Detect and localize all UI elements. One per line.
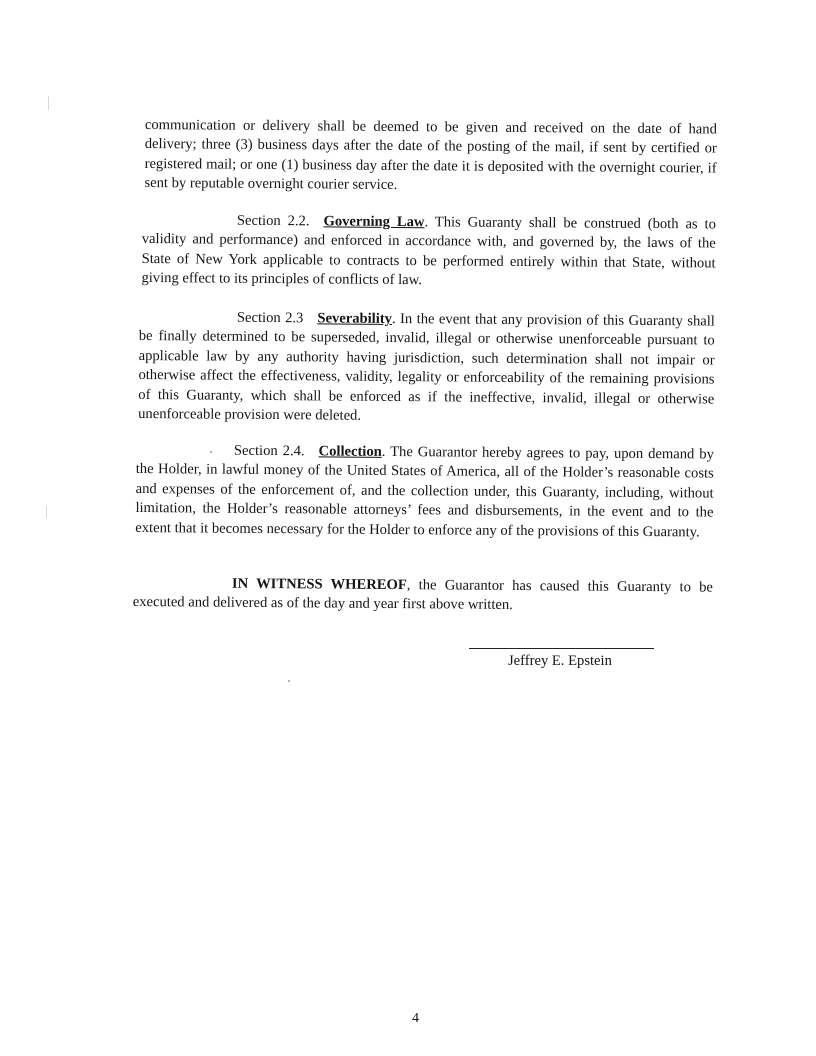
section-number: Section 2.4. — [233, 442, 305, 460]
scan-speck — [210, 451, 212, 453]
section-number: Section 2.3 — [236, 309, 304, 327]
section-heading: Governing Law — [323, 213, 425, 231]
section-heading: Severability — [317, 310, 393, 327]
signature-line — [469, 648, 654, 649]
section-body: . This Guaranty shall be construed (both as to validity and performance) and enforced in accordance with, and governed by, the laws of the State of New York applicable to contracts to be performed entirely within that State, without giving effect to its principles of conflicts of law. — [141, 214, 716, 289]
scan-mark — [46, 506, 47, 518]
signatory-name: Jeffrey E. Epstein — [508, 653, 612, 669]
section-collection — [135, 441, 714, 543]
scan-speck — [288, 680, 290, 682]
section-governing-law — [141, 211, 716, 293]
witness-clause — [133, 574, 713, 617]
section-body: . The Guarantor hereby agrees to pay, upon demand by the Holder, in lawful money of the United States of America, all of the Holder’s reasonable costs and expenses of the enforcement of, and the collection under, this Guaranty, including, without limitation, the Holder’s reasonable attorneys’ fees and disbursements, in the event and to the extent that it becomes necessary for the Holder to enforce any of the provisions of this Guaranty. — [135, 443, 714, 541]
section-body: . In the event that any provision of this Guaranty shall be finally determined to be superseded, invalid, illegal or otherwise unenforceable pursuant to applicable law by any authority having jurisdiction, such determination shall not impair or otherwise affect the effectiveness, validity, legality or enforceability of the remaining provisions of this Guaranty, which shall be enforced as if the ineffective, invalid, illegal or otherwise unenforceable provision were deleted. — [138, 310, 715, 424]
notice-continuation-paragraph: communication or delivery shall be deemed to be given and received on the date of hand delivery; three (3) business days after the date of the posting of the mail, if sent by certified or registered mail; or one (1) business day after the date it is deposited with the overnight courier, if sent by reputable overnight courier service. — [144, 116, 717, 194]
witness-text: , the Guarantor has caused this Guaranty to be executed and delivered as of the day and year first above written. — [132, 577, 713, 614]
scan-mark — [48, 96, 49, 110]
witness-lead: IN WITNESS WHEREOF — [231, 575, 407, 594]
page-number: 4 — [412, 1011, 419, 1026]
section-heading: Collection — [318, 443, 382, 460]
section-severability — [138, 308, 715, 429]
section-number: Section 2.2. — [236, 212, 310, 230]
